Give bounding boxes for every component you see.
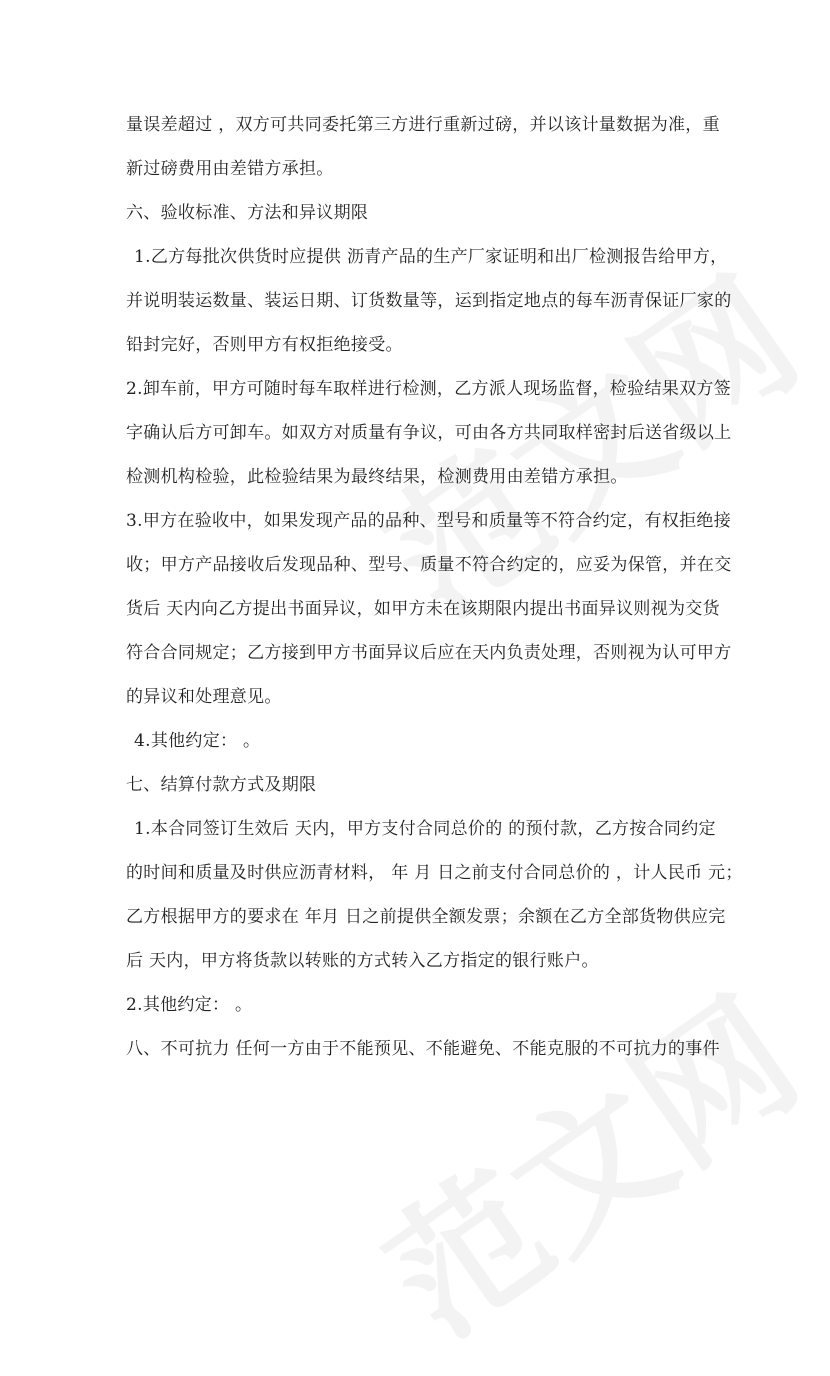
paragraph-line: 1.本合同签订生效后 天内，甲方支付合同总价的 的预付款，乙方按合同约定 <box>134 819 716 839</box>
paragraph-line: 1.乙方每批次供货时应提供 沥青产品的生产厂家证明和出厂检测报告给甲方， <box>134 247 728 267</box>
paragraph-line: 的时间和质量及时供应沥青材料， 年 月 日之前支付合同总价的 ，计人民币 元； <box>126 863 743 883</box>
paragraph-line: 铅封完好，否则甲方有权拒绝接受。 <box>126 335 403 355</box>
paragraph-line: 检测机构检验，此检验结果为最终结果，检测费用由差错方承担。 <box>126 467 628 487</box>
paragraph-line: 2.卸车前，甲方可随时每车取样进行检测，乙方派人现场监督，检验结果双方签 <box>126 379 732 399</box>
paragraph-line: 后 天内，甲方将货款以转账的方式转入乙方指定的银行账户。 <box>126 951 599 971</box>
paragraph-line: 量误差超过 ，双方可共同委托第三方进行重新过磅，并以该计量数据为准，重 <box>126 115 720 135</box>
section-heading: 七、结算付款方式及期限 <box>126 775 317 795</box>
paragraph-line: 2.其他约定： 。 <box>126 995 253 1015</box>
paragraph-line: 字确认后方可卸车。如双方对质量有争议，可由各方共同取样密封后送省级以上 <box>126 423 732 443</box>
section-heading: 八、不可抗力 任何一方由于不能预见、不能避免、不能克服的不可抗力的事件 <box>126 1039 720 1059</box>
paragraph-line: 货后 天内向乙方提出书面异议，如甲方未在该期限内提出书面异议则视为交货 <box>126 599 720 619</box>
paragraph-line: 新过磅费用由差错方承担。 <box>126 159 334 179</box>
paragraph-line: 的异议和处理意见。 <box>126 687 282 707</box>
paragraph-line: 符合合同规定；乙方接到甲方书面异议后应在天内负责处理，否则视为认可甲方 <box>126 643 732 663</box>
section-heading: 六、验收标准、方法和异议期限 <box>126 203 369 223</box>
paragraph-line: 3.甲方在验收中，如果发现产品的品种、型号和质量等不符合约定，有权拒绝接 <box>126 511 732 531</box>
paragraph-line: 并说明装运数量、装运日期、订货数量等，运到指定地点的每车沥青保证厂家的 <box>126 291 732 311</box>
paragraph-line: 收；甲方产品接收后发现品种、型号、质量不符合约定的，应妥为保管，并在交 <box>126 555 732 575</box>
paragraph-line: 4.其他约定： 。 <box>134 731 261 751</box>
paragraph-line: 乙方根据甲方的要求在 年月 日之前提供全额发票；余额在乙方全部货物供应完 <box>126 907 726 927</box>
watermark <box>339 940 830 1375</box>
